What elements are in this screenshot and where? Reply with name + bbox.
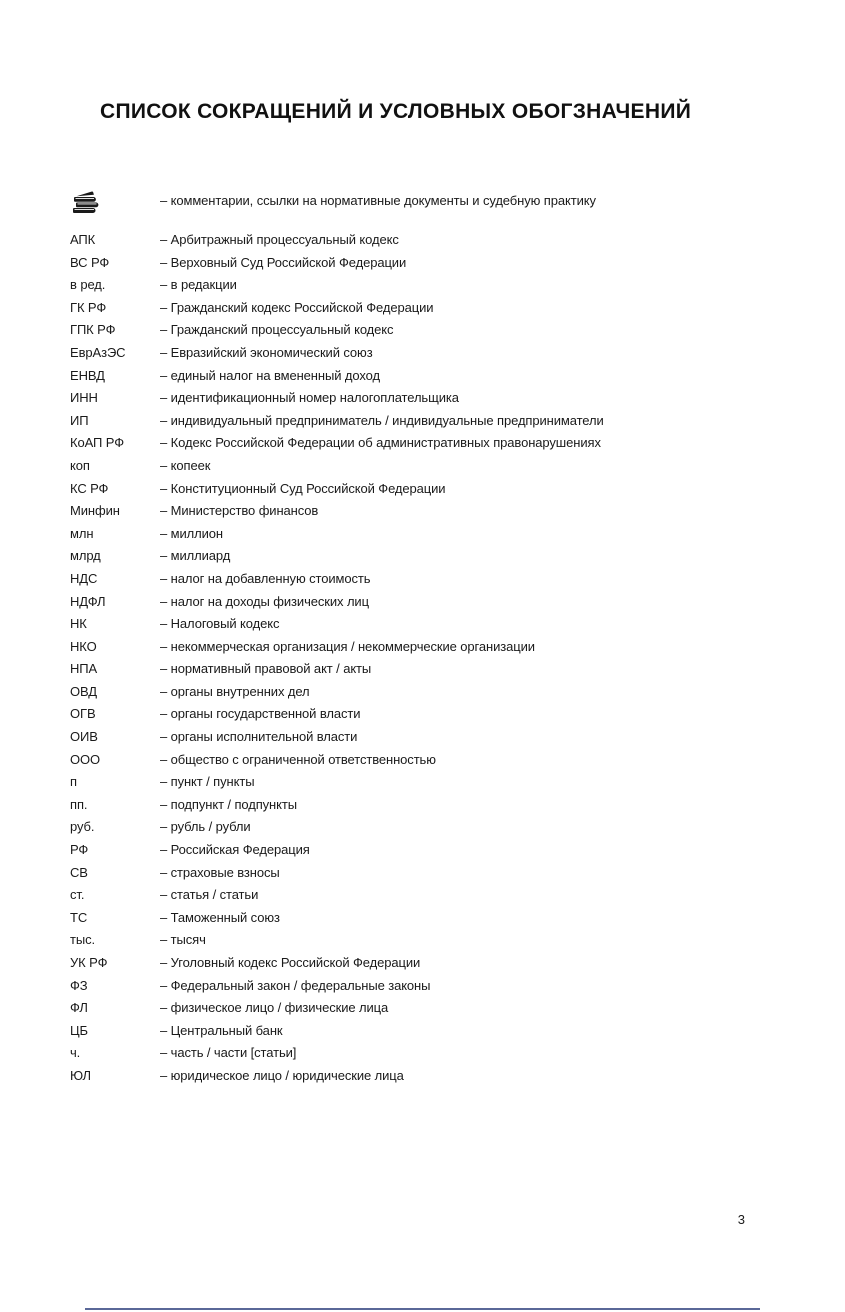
- abbreviation-row: [70, 703, 780, 726]
- abbreviation-term: [70, 387, 160, 410]
- definition: – Верховный Суд Российской Федерации: [160, 254, 407, 270]
- abbreviation: ТС: [70, 909, 88, 925]
- abbreviation-row: [70, 997, 780, 1020]
- abbreviation-term: [70, 500, 160, 523]
- definition: – налог на добавленную стоимость: [160, 570, 371, 586]
- abbreviation-row: [70, 862, 780, 885]
- definition: – индивидуальный предприниматель / индивидуальные предприниматели: [160, 412, 604, 428]
- definition: – Министерство финансов: [160, 503, 319, 519]
- abbreviation-row: [70, 252, 780, 275]
- abbreviation: КС РФ: [70, 480, 109, 496]
- abbreviation: ч.: [70, 1045, 81, 1061]
- abbreviation-row: [70, 907, 780, 930]
- abbreviation: ст.: [70, 887, 85, 903]
- abbreviation: ЦБ: [70, 1022, 88, 1038]
- abbreviation-term: [70, 591, 160, 614]
- abbreviation-term: [70, 523, 160, 546]
- abbreviation-row: [70, 478, 780, 501]
- abbreviation-row: [70, 613, 780, 636]
- definition: – копеек: [160, 457, 211, 473]
- definition: – Российская Федерация: [160, 842, 310, 858]
- definition: – юридическое лицо / юридические лица: [160, 1067, 404, 1083]
- abbreviation-term: [70, 703, 160, 726]
- abbreviation: ГК РФ: [70, 299, 107, 315]
- abbreviation: ОВД: [70, 683, 98, 699]
- definition: – часть / части [статьи]: [160, 1045, 297, 1061]
- abbreviation: коп: [70, 457, 90, 473]
- definition: – общество с ограниченной ответственностью: [160, 751, 436, 767]
- definition: – органы исполнительной власти: [160, 729, 358, 745]
- abbreviation-term: [70, 342, 160, 365]
- abbreviation: РФ: [70, 842, 89, 858]
- books-icon: [70, 190, 100, 214]
- abbreviation: млрд: [70, 548, 101, 564]
- abbreviation-row: [70, 229, 780, 252]
- abbreviation-term: [70, 297, 160, 320]
- abbreviation-row: [70, 681, 780, 704]
- abbreviation-row: [70, 839, 780, 862]
- abbreviation-term: [70, 365, 160, 388]
- abbreviation-row: [70, 929, 780, 952]
- abbreviation: СВ: [70, 864, 88, 880]
- abbreviation-term: [70, 952, 160, 975]
- abbreviation: НДС: [70, 570, 98, 586]
- definition: – физическое лицо / физические лица: [160, 1000, 389, 1016]
- abbreviation: тыс.: [70, 932, 96, 948]
- abbreviation: ЕНВД: [70, 367, 105, 383]
- abbreviation: ВС РФ: [70, 254, 110, 270]
- definition: – органы внутренних дел: [160, 683, 310, 699]
- definition: – комментарии, ссылки на нормативные документы и судебную практику: [160, 193, 596, 208]
- abbreviation-term: [70, 1020, 160, 1043]
- abbreviation-term: [70, 658, 160, 681]
- abbreviation-row: [70, 500, 780, 523]
- abbreviation: НК: [70, 616, 87, 632]
- definition: – налог на доходы физических лиц: [160, 593, 369, 609]
- abbreviation-row: [70, 274, 780, 297]
- abbreviation-term: [70, 613, 160, 636]
- abbreviation-row: [70, 1020, 780, 1043]
- definition: – Гражданский процессуальный кодекс: [160, 322, 394, 338]
- abbreviation-term: [70, 274, 160, 297]
- abbreviation-term: [70, 190, 160, 214]
- definition: – единый налог на вмененный доход: [160, 367, 380, 383]
- abbreviation: в ред.: [70, 277, 106, 293]
- abbreviation-term: [70, 252, 160, 275]
- abbreviation-list: [70, 190, 780, 1088]
- definition: – подпункт / подпункты: [160, 796, 297, 812]
- abbreviation: НКО: [70, 638, 97, 654]
- abbreviation-term: [70, 884, 160, 907]
- abbreviation-row: [70, 365, 780, 388]
- abbreviation: ИП: [70, 412, 89, 428]
- definition: – тысяч: [160, 932, 206, 948]
- abbreviation-term: [70, 432, 160, 455]
- abbreviation-row: [70, 658, 780, 681]
- abbreviation-term: [70, 975, 160, 998]
- abbreviation-term: [70, 997, 160, 1020]
- definition: – Налоговый кодекс: [160, 616, 280, 632]
- abbreviation-row: [70, 794, 780, 817]
- abbreviation: млн: [70, 525, 94, 541]
- definition: – статья / статьи: [160, 887, 259, 903]
- abbreviation-row: [70, 975, 780, 998]
- abbreviation: АПК: [70, 232, 96, 247]
- abbreviation-row: [70, 749, 780, 772]
- abbreviation-term: [70, 636, 160, 659]
- abbreviation-row: [70, 545, 780, 568]
- abbreviation: ЕврАзЭС: [70, 344, 126, 360]
- abbreviation-term: [70, 568, 160, 591]
- abbreviation-row: [70, 342, 780, 365]
- abbreviation-row: [70, 387, 780, 410]
- abbreviation-row: [70, 1065, 780, 1088]
- abbreviation-term: [70, 771, 160, 794]
- abbreviation-row: [70, 726, 780, 749]
- abbreviation-term: [70, 1042, 160, 1065]
- abbreviation: ИНН: [70, 390, 98, 406]
- abbreviation: руб.: [70, 819, 95, 835]
- abbreviation: НДФЛ: [70, 593, 106, 609]
- abbreviation: ОГВ: [70, 706, 96, 722]
- abbreviation-term: [70, 229, 160, 252]
- abbreviation: ООО: [70, 751, 101, 767]
- definition: – Федеральный закон / федеральные законы: [160, 977, 431, 993]
- definition: – идентификационный номер налогоплательщика: [160, 390, 459, 406]
- definition: – некоммерческая организация / некоммерческие организации: [160, 638, 535, 654]
- abbreviation: пп.: [70, 796, 88, 812]
- definition: – Арбитражный процессуальный кодекс: [160, 232, 399, 247]
- abbreviation-term: [70, 681, 160, 704]
- abbreviation-term: [70, 816, 160, 839]
- abbreviation: УК РФ: [70, 955, 108, 970]
- definition: – миллиард: [160, 548, 231, 564]
- abbreviation-row: [70, 636, 780, 659]
- definition: – в редакции: [160, 277, 237, 293]
- abbreviation-term: [70, 726, 160, 749]
- abbreviation-row: [70, 410, 780, 433]
- abbreviation-row: [70, 771, 780, 794]
- definition: – Уголовный кодекс Российской Федерации: [160, 955, 421, 970]
- abbreviation-row: [70, 591, 780, 614]
- definition: – Таможенный союз: [160, 909, 280, 925]
- definition: – органы государственной власти: [160, 706, 361, 722]
- abbreviation-term: [70, 794, 160, 817]
- abbreviation-row: [70, 816, 780, 839]
- abbreviation: КоАП РФ: [70, 435, 124, 451]
- page-number: 3: [737, 1212, 745, 1227]
- abbreviation-term: [70, 455, 160, 478]
- abbreviation-row: [70, 952, 780, 975]
- page-title: СПИСОК СОКРАЩЕНИЙ И УСЛОВНЫХ ОБОГЗНАЧЕНИЙ: [100, 100, 692, 123]
- abbreviation-term: [70, 545, 160, 568]
- abbreviation-term: [70, 907, 160, 930]
- abbreviation-term: [70, 478, 160, 501]
- abbreviation-term: [70, 839, 160, 862]
- definition: – рубль / рубли: [160, 819, 251, 835]
- definition: – страховые взносы: [160, 864, 280, 880]
- abbreviation-row: [70, 523, 780, 546]
- abbreviation-row: [70, 432, 780, 455]
- abbreviation-term: [70, 929, 160, 952]
- abbreviation-term: [70, 319, 160, 342]
- definition: – Конституционный Суд Российской Федерации: [160, 480, 446, 496]
- abbreviation: п: [70, 774, 77, 790]
- definition: – пункт / пункты: [160, 774, 255, 790]
- definition: – миллион: [160, 525, 223, 541]
- abbreviation: ЮЛ: [70, 1067, 91, 1083]
- abbreviation-row: [70, 297, 780, 320]
- abbreviation: ФЗ: [70, 977, 88, 993]
- abbreviation-row: [70, 190, 780, 220]
- abbreviation-row: [70, 1042, 780, 1065]
- definition: – Кодекс Российской Федерации об административных правонарушениях: [160, 435, 601, 451]
- definition: – Гражданский кодекс Российской Федерации: [160, 299, 434, 315]
- abbreviation-row: [70, 884, 780, 907]
- definition: – нормативный правовой акт / акты: [160, 661, 372, 677]
- definition: – Центральный банк: [160, 1022, 283, 1038]
- abbreviation: НПА: [70, 661, 98, 677]
- abbreviation: ОИВ: [70, 729, 98, 745]
- abbreviation-row: [70, 455, 780, 478]
- definition: – Евразийский экономический союз: [160, 344, 373, 360]
- abbreviation: ГПК РФ: [70, 322, 116, 338]
- abbreviation: ФЛ: [70, 1000, 88, 1016]
- abbreviation-term: [70, 862, 160, 885]
- abbreviation-term: [70, 410, 160, 433]
- abbreviation: Минфин: [70, 503, 120, 519]
- abbreviation-row: [70, 568, 780, 591]
- abbreviation-term: [70, 749, 160, 772]
- page-bottom-rule: [85, 1308, 760, 1310]
- abbreviation-term: [70, 1065, 160, 1088]
- abbreviation-row: [70, 319, 780, 342]
